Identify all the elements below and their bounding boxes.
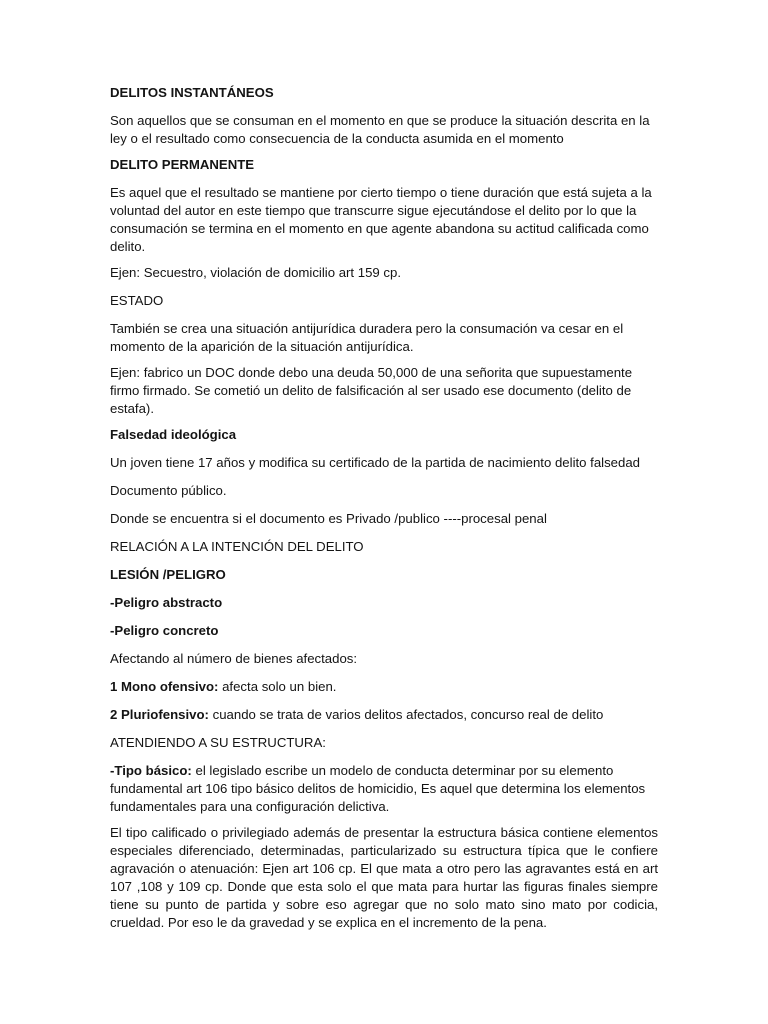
heading-delitos-instantaneos: DELITOS INSTANTÁNEOS: [110, 85, 274, 100]
heading-estado: ESTADO: [110, 293, 164, 308]
mono-ofensivo-text: afecta solo un bien.: [218, 679, 337, 694]
paragraph-estado: También se crea una situación antijurídica duradera pero la consumación va cesar en el momento de la aparición de la situación antijurídica.: [110, 321, 624, 354]
heading-falsedad-ideologica: Falsedad ideológica: [110, 427, 237, 442]
paragraph-joven: Un joven tiene 17 años y modifica su certificado de la partida de nacimiento delito falsedad: [110, 455, 641, 470]
heading-lesion-peligro: LESIÓN /PELIGRO: [110, 567, 226, 582]
paragraph-ejemplo-secuestro: Ejen: Secuestro, violación de domicilio art 159 cp.: [110, 265, 402, 280]
paragraph-instantaneos: Son aquellos que se consuman en el momento en que se produce la situación descrita en la ley o el resultado como consecuencia de la conducta asumida en el momento: [110, 113, 650, 146]
heading-estructura: ATENDIENDO A SU ESTRUCTURA:: [110, 735, 326, 750]
paragraph-tipo-calificado: El tipo calificado o privilegiado además de presentar la estructura básica contiene elementos especiales diferenciado, determinadas, particularizado su estructura típica que le confiere agravación o atenuación: Ejen art 106 cp. El que mata a otro pero las agravantes está en art 107 ,108 y 109 cp. Donde que esta solo el que mata para hurtar las figuras finales siempre tiene su punto de partida y sobre eso agregar que no solo mato sino mato por codicia, crueldad. Por eso le da gravedad y se explica en el incremento de la pena.: [110, 825, 658, 930]
tipo-basico-label: -Tipo básico:: [110, 763, 192, 778]
paragraph-afectando: Afectando al número de bienes afectados:: [110, 651, 358, 666]
heading-relacion-intencion: RELACIÓN A LA INTENCIÓN DEL DELITO: [110, 539, 364, 554]
paragraph-donde-se-encuentra: Donde se encuentra si el documento es Privado /publico ----procesal penal: [110, 511, 547, 526]
tipo-basico-text: el legislado escribe un modelo de conducta determinar por su elemento fundamental art 106 tipo básico delitos de homicidio, Es aquel que determina los elementos fundamentales para una configuración delictiva.: [110, 763, 646, 814]
paragraph-documento-publico: Documento público.: [110, 483, 227, 498]
pluriofensivo-text: cuando se trata de varios delitos afectados, concurso real de delito: [208, 707, 604, 722]
mono-ofensivo-label: 1 Mono ofensivo:: [110, 679, 219, 694]
item-pluriofensivo: [110, 706, 658, 724]
paragraph-ejemplo-falsificacion: Ejen: fabrico un DOC donde debo una deuda 50,000 de una señorita que supuestamente firmo firmado. Se cometió un delito de falsificación al ser usado ese documento (delito de estafa).: [110, 365, 633, 416]
item-mono-ofensivo: [110, 678, 658, 696]
item-tipo-basico: [110, 762, 658, 816]
item-peligro-abstracto: -Peligro abstracto: [110, 595, 223, 610]
paragraph-permanente: Es aquel que el resultado se mantiene por cierto tiempo o tiene duración que está sujeta a la voluntad del autor en este tiempo que transcurre sigue ejecutándose el delito por lo que la consumación se termina en el momento en que agente abandona su actitud calificada como delito.: [110, 185, 652, 254]
heading-delito-permanente: DELITO PERMANENTE: [110, 157, 255, 172]
item-peligro-concreto: -Peligro concreto: [110, 623, 219, 638]
pluriofensivo-label: 2 Pluriofensivo:: [110, 707, 209, 722]
